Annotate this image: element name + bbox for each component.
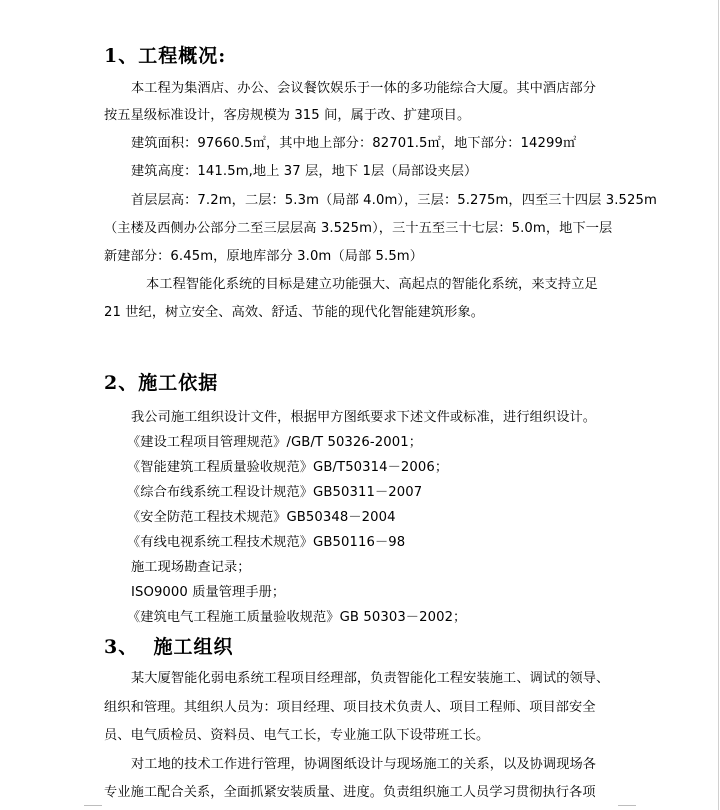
standard-item: 施工现场勘查记录；: [131, 560, 251, 575]
body-line: 本工程为集酒店、办公、会议餐饮娱乐于一体的多功能综合大厦。其中酒店部分: [131, 81, 597, 96]
body-line: 首层层高：7.2m，二层：5.3m（局部 4.0m），三层：5.275m，四至三十四层 3.525m: [131, 193, 657, 208]
body-line: 某大厦智能化弱电系统工程项目经理部，负责智能化工程安装施工、调试的领导、: [131, 671, 610, 686]
standard-item: 《有线电视系统工程技术规范》GB50116－98: [127, 535, 406, 550]
body-line: 建筑面积：97660.5㎡，其中地上部分：82701.5㎡，地下部分：14299㎡: [131, 136, 577, 151]
standard-item: ISO9000 质量管理手册；: [131, 585, 286, 600]
body-line: 本工程智能化系统的目标是建立功能强大、高起点的智能化系统，来支持立足: [146, 277, 598, 292]
body-line: 对工地的技术工作进行管理，协调图纸设计与现场施工的关系，以及协调现场各: [131, 757, 597, 772]
standard-item: 《建设工程项目管理规范》/GB/T 50326-2001；: [127, 435, 423, 450]
body-line: 建筑高度：141.5m,地上 37 层，地下 1层（局部设夹层）: [131, 164, 478, 179]
section-heading-overview: 1、工程概况:: [104, 45, 227, 67]
standard-item: 《综合布线系统工程设计规范》GB50311－2007: [127, 485, 423, 500]
standard-item: 《智能建筑工程质量验收规范》GB/T50314－2006；: [127, 460, 449, 475]
standard-item: 《安全防范工程技术规范》GB50348－2004: [127, 510, 396, 525]
page-corner-mark: [618, 805, 636, 806]
page-edge: [718, 0, 719, 810]
standard-item: 《建筑电气工程施工质量验收规范》GB 50303－2002；: [127, 610, 467, 625]
body-line: 组织和管理。其组织人员为：项目经理、项目技术负责人、项目工程师、项目部安全: [104, 700, 596, 715]
page-corner-mark: [84, 805, 102, 806]
body-line: 员、电气质检员、资料员、电气工长，专业施工队下设带班工长。: [104, 728, 490, 743]
body-line: 我公司施工组织设计文件，根据甲方图纸要求下述文件或标准，进行组织设计。: [131, 410, 597, 425]
body-line: 新建部分：6.45m，原地库部分 3.0m（局部 5.5m）: [104, 249, 424, 264]
section-heading-basis: 2、施工依据: [104, 372, 219, 394]
body-line: 按五星级标准设计，客房规模为 315 间，属于改、扩建项目。: [104, 108, 471, 123]
body-line: （主楼及西侧办公部分二至三层层高 3.525m），三十五至三十七层：5.0m，地下一层: [104, 221, 613, 236]
body-line: 专业施工配合关系，全面抓紧安装质量、进度。负责组织施工人员学习贯彻执行各项: [104, 785, 596, 800]
body-line: 21 世纪，树立安全、高效、舒适、节能的现代化智能建筑形象。: [104, 305, 485, 320]
section-heading-organization: 3、 施工组织: [104, 636, 234, 658]
